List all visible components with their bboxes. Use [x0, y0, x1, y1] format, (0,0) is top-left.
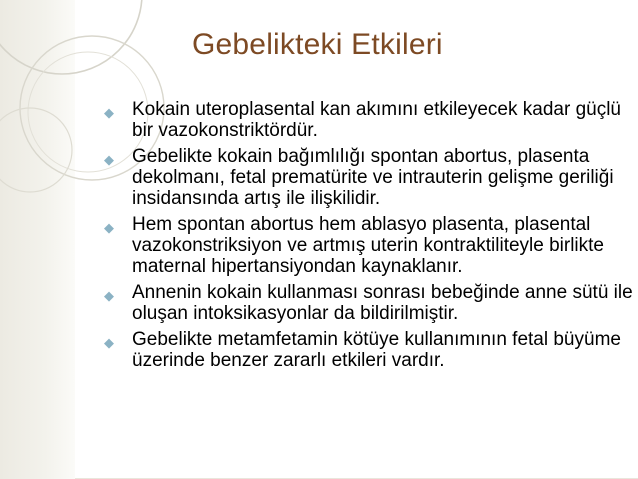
bullet-text: Gebelikte metamfetamin kötüye kullanımının fetal büyüme üzerinde benzer zararlı etkileri vardır.	[132, 329, 621, 371]
bullet-text: Annenin kokain kullanması sonrası bebeğinde anne sütü ile oluşan intoksikasyonlar da bildirilmiştir.	[132, 282, 633, 324]
diamond-bullet-icon: ◆	[104, 288, 114, 303]
bullet-text: Hem spontan abortus hem ablasyo plasenta, plasental vazokonstriksiyon ve artmış uterin kontraktiliteyle birlikte maternal hipertansiyondan kaynaklanır.	[132, 214, 605, 277]
slide-title: Gebelikteki Etkileri	[192, 28, 443, 61]
diamond-bullet-icon: ◆	[104, 220, 114, 235]
decorative-circle-small	[0, 108, 72, 192]
bullet-text: Kokain uteroplasental kan akımını etkileyecek kadar güçlü bir vazokonstriktördür.	[132, 99, 621, 141]
bullet-text: Gebelikte kokain bağımlılığı spontan abortus, plasenta dekolmanı, fetal prematürite ve intrauterin gelişme geriliği insidansında artış ile ilişkilidir.	[132, 146, 614, 209]
diamond-bullet-icon: ◆	[104, 152, 114, 167]
bullet-item	[104, 214, 634, 277]
bullet-item	[104, 146, 634, 209]
bullet-item	[104, 282, 634, 324]
bullet-list	[104, 99, 634, 376]
bullet-item	[104, 99, 634, 141]
diamond-bullet-icon: ◆	[104, 335, 114, 350]
diamond-bullet-icon: ◆	[104, 105, 114, 120]
decorative-circle-large	[0, 0, 142, 74]
bullet-item	[104, 329, 634, 371]
